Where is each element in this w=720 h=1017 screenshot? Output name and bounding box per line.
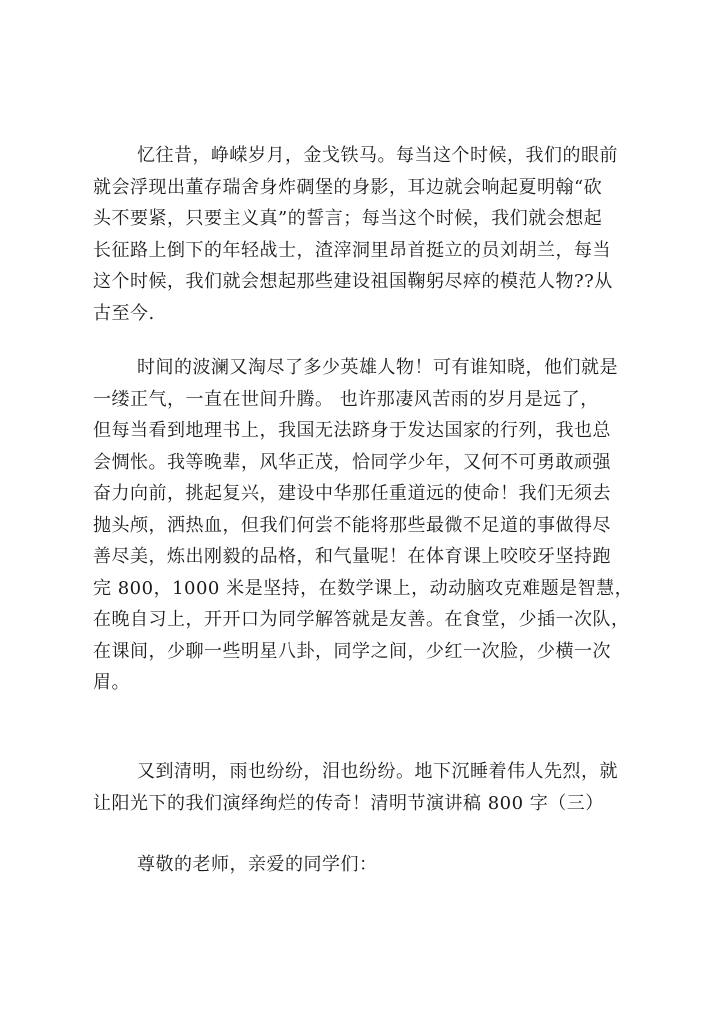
paragraph-line: 古至今. <box>93 302 155 324</box>
paragraph-line: 在课间，少聊一些明星八卦，同学之间，少红一次脸，少横一次 <box>93 640 611 662</box>
paragraph-line: 但每当看到地理书上，我国无法跻身于发达国家的行列，我也总 <box>93 420 611 441</box>
paragraph-line: 在晚自习上，开开口为同学解答就是友善。在食堂，少插一次队， <box>93 609 630 630</box>
paragraph-line: 头不要紧，只要主义真”的誓言；每当这个时候，我们就会想起 <box>93 208 603 229</box>
paragraph-line: 就会浮现出董存瑞舍身炸碉堡的身影，耳边就会响起夏明翰“砍 <box>93 176 603 198</box>
paragraph-line: 让阳光下的我们演绎绚烂的传奇！清明节演讲稿 800 字（三） <box>93 792 604 814</box>
paragraph-line: 忆往昔，峥嵘岁月，金戈铁马。每当这个时候，我们的眼前 <box>137 145 618 166</box>
paragraph-line: 长征路上倒下的年轻战士，渣滓洞里昂首挺立的员刘胡兰，每当 <box>93 239 611 261</box>
paragraph-line: 抛头颅，洒热血，但我们何尝不能将那些最微不足道的事做得尽 <box>93 514 611 536</box>
paragraph-line: 奋力向前，挑起复兴，建设中华那任重道远的使命！我们无须去 <box>93 483 611 504</box>
paragraph-line: 完 800，1000 米是坚持，在数学课上，动动脑攻克难题是智慧， <box>93 577 633 599</box>
paragraph-3 <box>93 756 633 819</box>
paragraph-line: 善尽美，炼出刚毅的品格，和气量呢！在体育课上咬咬牙坚持跑 <box>93 546 611 567</box>
paragraph-line: 一缕正气，一直在世间升腾。 也许那凄风苦雨的岁月是远了， <box>93 388 599 410</box>
paragraph-line: 尊敬的老师，亲爱的同学们： <box>137 854 378 875</box>
paragraph-line: 会惆怅。我等晚辈，风华正茂，恰同学少年，又何不可勇敢顽强 <box>93 451 611 473</box>
paragraph-4 <box>93 849 633 881</box>
paragraph-line: 眉。 <box>93 672 130 693</box>
paragraph-2 <box>93 352 633 699</box>
paragraph-line: 时间的波澜又淘尽了多少英雄人物！可有谁知晓，他们就是 <box>137 357 618 378</box>
paragraph-line: 这个时候，我们就会想起那些建设祖国鞠躬尽瘁的模范人物??从 <box>93 271 613 292</box>
paragraph-1 <box>93 140 633 329</box>
paragraph-line: 又到清明，雨也纷纷，泪也纷纷。地下沉睡着伟人先烈，就 <box>137 761 618 782</box>
